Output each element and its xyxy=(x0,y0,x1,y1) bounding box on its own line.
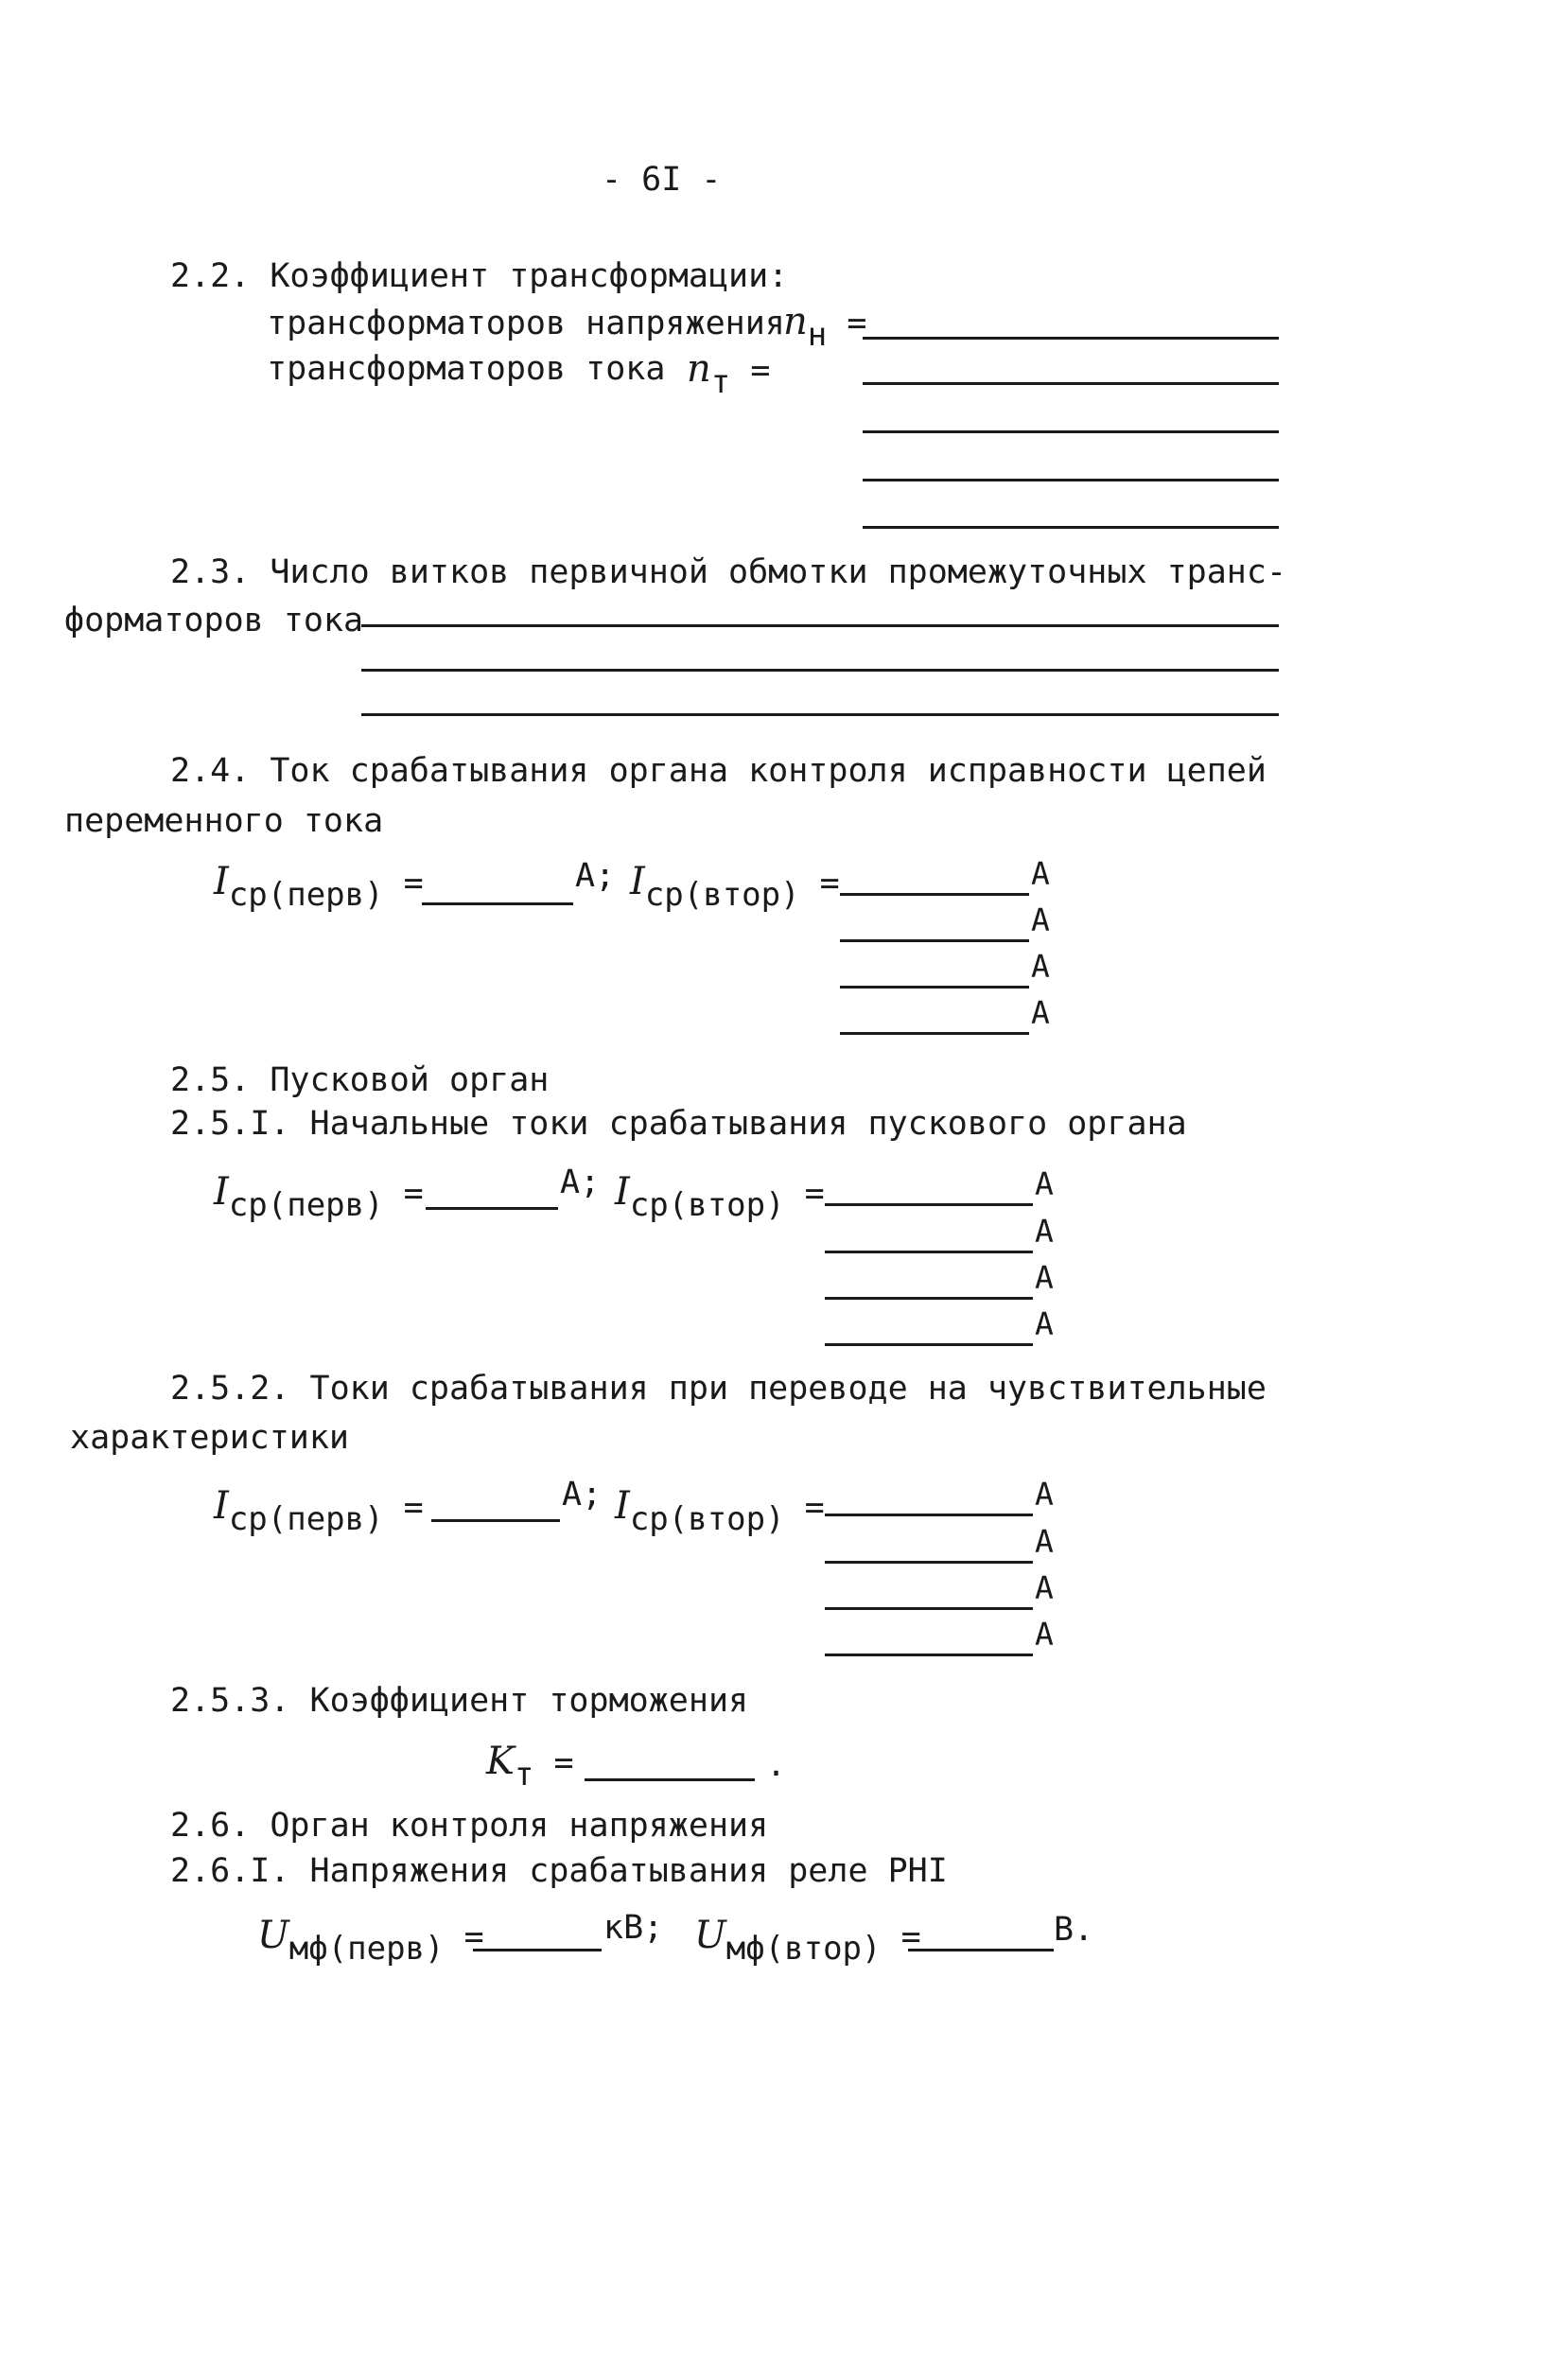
s252-primary-field[interactable] xyxy=(431,1519,560,1522)
section-2-6-heading: 2.6. Орган контроля напряжения xyxy=(170,1807,769,1845)
s261-primary-unit: кВ; xyxy=(603,1909,664,1947)
s24-primary-field[interactable] xyxy=(422,902,573,905)
ct-ratio-field[interactable] xyxy=(863,382,1279,385)
s24-secondary-symbol: Iср(втор) = xyxy=(630,860,840,914)
section-2-6-1-heading: 2.6.I. Напряжения срабатывания реле PHI xyxy=(170,1852,948,1890)
ct-ratio-field[interactable] xyxy=(863,430,1279,433)
s24-secondary-field[interactable] xyxy=(840,893,1029,896)
section-2-5-2-line1: 2.5.2. Токи срабатывания при переводе на чувствительные xyxy=(170,1370,1267,1408)
s261-primary-field[interactable] xyxy=(473,1949,602,1951)
s24-secondary-field[interactable] xyxy=(840,1032,1029,1035)
ct-ratio-label: трансформаторов тока xyxy=(267,350,666,388)
s24-unit: A xyxy=(1031,948,1050,985)
braking-coefficient-field[interactable] xyxy=(585,1778,755,1781)
s24-primary-symbol: Iср(перв) = xyxy=(214,860,424,914)
page-number: - 6I - xyxy=(602,161,722,199)
vt-ratio-field[interactable] xyxy=(863,337,1279,340)
s251-primary-symbol: Iср(перв) = xyxy=(214,1170,424,1224)
vt-ratio-symbol: nн = xyxy=(783,300,867,354)
s251-unit: A xyxy=(1035,1213,1054,1250)
vt-ratio-label: трансформаторов напряжения xyxy=(267,305,785,342)
section-2-3-line1: 2.3. Число витков первичной обмотки промежуточных транс- xyxy=(170,553,1287,591)
turns-field[interactable] xyxy=(361,713,1279,716)
s261-secondary-symbol: Uмф(втор) = xyxy=(694,1914,921,1968)
braking-coefficient-symbol: Kт = xyxy=(486,1740,574,1794)
turns-field[interactable] xyxy=(361,624,1279,627)
s252-secondary-field[interactable] xyxy=(825,1514,1033,1516)
s24-unit: A xyxy=(1031,994,1050,1031)
s251-unit: A xyxy=(1035,1165,1054,1202)
s252-unit: A xyxy=(1035,1523,1054,1560)
section-2-2-heading: 2.2. Коэффициент трансформации: xyxy=(170,257,789,295)
s24-secondary-field[interactable] xyxy=(840,986,1029,989)
s251-unit: A xyxy=(1035,1259,1054,1296)
s24-unit: A xyxy=(1031,855,1050,892)
ct-ratio-symbol: nт = xyxy=(687,347,771,401)
s251-unit: A xyxy=(1035,1305,1054,1342)
section-2-3-line2: форматоров тока xyxy=(64,602,364,639)
s251-primary-unit: A; xyxy=(560,1164,601,1201)
s251-primary-field[interactable] xyxy=(426,1207,558,1210)
s252-primary-symbol: Iср(перв) = xyxy=(214,1484,424,1538)
s252-secondary-field[interactable] xyxy=(825,1654,1033,1656)
section-2-4-line1: 2.4. Ток срабатывания органа контроля исправности цепей xyxy=(170,752,1267,790)
s252-unit: A xyxy=(1035,1569,1054,1606)
s24-primary-unit: A; xyxy=(575,857,616,895)
s251-secondary-symbol: Iср(втор) = xyxy=(615,1170,825,1224)
s251-secondary-field[interactable] xyxy=(825,1251,1033,1253)
s261-primary-symbol: Uмф(перв) = xyxy=(257,1914,484,1968)
s252-secondary-field[interactable] xyxy=(825,1561,1033,1564)
braking-coefficient-end: . xyxy=(766,1746,787,1784)
s24-unit: A xyxy=(1031,901,1050,938)
s251-secondary-field[interactable] xyxy=(825,1343,1033,1346)
s252-unit: A xyxy=(1035,1476,1054,1513)
s252-primary-unit: A; xyxy=(562,1476,603,1514)
section-2-5-2-line2: характеристики xyxy=(70,1419,350,1457)
ct-ratio-field[interactable] xyxy=(863,526,1279,529)
section-2-4-line2: переменного тока xyxy=(64,802,384,840)
section-2-5-3-heading: 2.5.3. Коэффициент торможения xyxy=(170,1682,749,1720)
ct-ratio-field[interactable] xyxy=(863,479,1279,481)
s252-unit: A xyxy=(1035,1616,1054,1653)
section-2-5-heading: 2.5. Пусковой орган xyxy=(170,1061,550,1099)
s251-secondary-field[interactable] xyxy=(825,1203,1033,1206)
s252-secondary-field[interactable] xyxy=(825,1607,1033,1610)
section-2-5-1-heading: 2.5.I. Начальные токи срабатывания пускового органа xyxy=(170,1105,1187,1143)
s252-secondary-symbol: Iср(втор) = xyxy=(615,1484,825,1538)
s251-secondary-field[interactable] xyxy=(825,1297,1033,1300)
turns-field[interactable] xyxy=(361,669,1279,672)
s24-secondary-field[interactable] xyxy=(840,939,1029,942)
s261-secondary-unit: В. xyxy=(1054,1911,1094,1949)
s261-secondary-field[interactable] xyxy=(908,1949,1054,1951)
